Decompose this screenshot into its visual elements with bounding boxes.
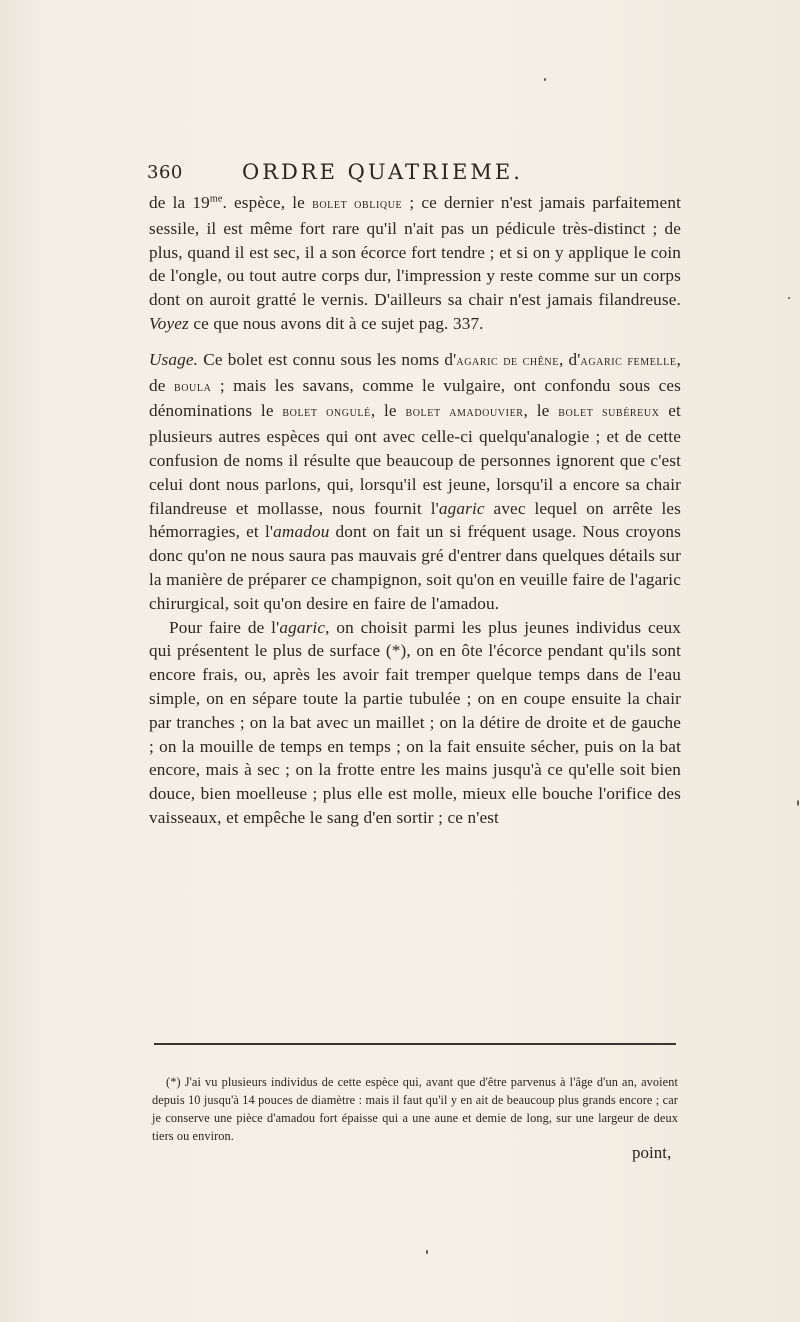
body-text <box>149 191 681 830</box>
footnote: (*) J'ai vu plusieurs individus de cette espèce qui, avant que d'être parvenus à l'âge d'un an, avoient depuis 10 jusqu'à 14 pouces de diamètre : mais il faut qu'il y en ait de beaucoup plus grands encore ; car je conserve une pièce d'amadou fort épaisse qui a une aune et demie de long, sur une largeur de deux tiers ou environ. <box>152 1075 678 1144</box>
text-run: ; mais les savans, comme le vulgaire, ont confondu sous ces dénominations le <box>149 375 681 421</box>
text-run: de la 19 <box>149 193 210 212</box>
paragraph-1 <box>149 191 681 336</box>
text-run: et plusieurs autres espèces qui ont avec celle-ci quelqu'analogie ; et de cette confusion de noms il résulte que beaucoup de personnes ignorent que c'est celui dont nous parlons, qui, lorsqu'il est jeune, lorsqu'il a encore sa chair filandreuse et mollasse, nous fournit l' <box>149 401 681 518</box>
running-header <box>147 160 687 188</box>
page-number: 360 <box>147 162 183 183</box>
text-run: , on choisit parmi les plus jeunes individus ceux qui présentent le plus de surface (*), on en ôte l'écorce pendant qu'ils sont encore frais, ou, après les avoir fait tremper quelque temps dans de l'eau simple, on en sépare toute la partie tubulée ; on en coupe ensuite la chair par tranches ; on la bat avec un maillet ; on la détire de droite et de gauche ; on la mouille de temps en temps ; on la fait ensuite sécher, puis on la bat encore, mais à sec ; on la frotte entre les mains jusqu'à ce qu'elle soit bien douce, bien moelleuse ; plus elle est molle, mieux elle bouche l'orifice des vaisseaux, et empêche le sang d'en sortir ; ce n'est <box>149 617 681 827</box>
text-run: dont on fait un si fréquent usage. Nous croyons donc qu'on ne nous saura pas mauvais gré d'entrer dans quelques détails sur la manière de préparer ce champignon, soit qu'on en veuille faire de l'agaric chirurgical, soit qu'on desire en faire de l'amadou. <box>149 522 681 613</box>
text-run: , le <box>370 401 406 421</box>
running-title: ORDRE QUATRIEME. <box>242 160 523 184</box>
paper-speck <box>426 1250 428 1254</box>
italic-word: agaric <box>279 617 326 637</box>
text-run: ce que nous avons dit à ce sujet pag. 337. <box>188 313 484 333</box>
species-name: bolet amadouvier <box>405 404 524 421</box>
common-name: agaric de chêne <box>456 352 559 369</box>
paragraph-agaric <box>149 616 681 830</box>
paper-speck <box>544 78 546 81</box>
species-name: bolet ongulé <box>282 404 371 421</box>
text-run: Pour faire de l' <box>169 617 280 637</box>
text-run: Ce bolet est connu sous les noms d' <box>198 349 457 369</box>
catchword: point, <box>632 1143 672 1162</box>
common-name: boula <box>173 378 212 395</box>
paper-speck <box>788 297 790 299</box>
italic-word: agaric <box>438 498 485 518</box>
text-run: avec lequel on arrête les hémorragies, et l' <box>149 498 681 542</box>
text-run: , d' <box>558 349 581 369</box>
text-run: . espèce, le <box>222 193 313 212</box>
section-label: Usage. <box>149 349 199 369</box>
paragraph-usage <box>149 348 681 616</box>
species-name: bolet subéreux <box>558 404 660 421</box>
text-run: , le <box>523 401 559 421</box>
paper-speck <box>797 800 799 806</box>
text-run: ; ce dernier n'est jamais parfaitement sessile, il est même fort rare qu'il n'ait pas un pédicule très-distinct ; de plus, quand il est sec, il a son écorce fort tendre ; et si on y applique le coin de l'ongle, ou tout autre corps dur, l'impression y reste comme sur un corps dont on auroit gratté le vernis. D'ailleurs sa chair n'est jamais filandreuse. <box>149 193 682 310</box>
common-name: agaric femelle <box>580 352 677 369</box>
species-name: bolet oblique <box>312 196 403 212</box>
superscript: me <box>209 193 223 205</box>
italic-word: Voyez <box>149 313 189 333</box>
italic-word: amadou <box>273 522 330 542</box>
footnote-rule <box>154 1043 676 1045</box>
text-run: , de <box>149 349 681 395</box>
